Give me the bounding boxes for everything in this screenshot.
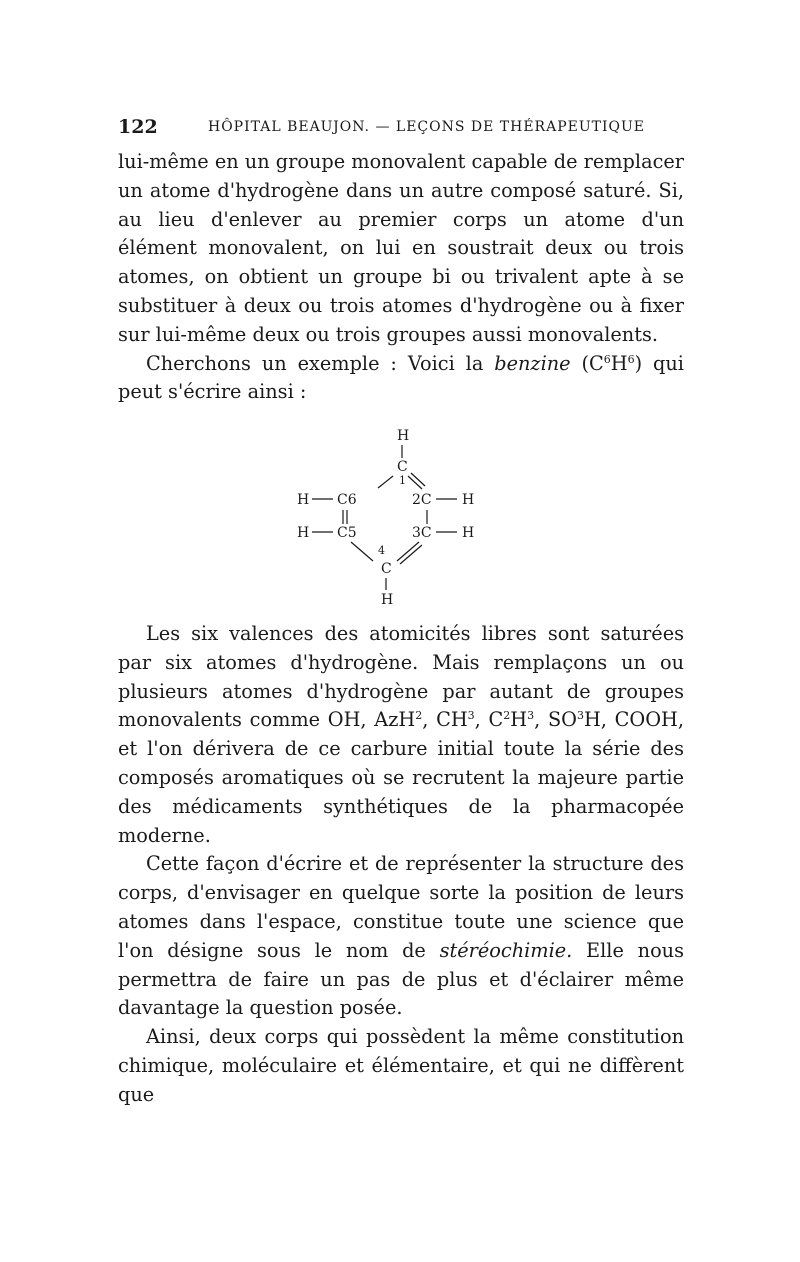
formula-label-1: 1: [399, 474, 406, 487]
bond-c5-c4: [351, 542, 373, 561]
term-stereochimie: stéréochimie.: [439, 938, 573, 962]
sup-so: 3: [576, 709, 584, 723]
paragraph-3-ch: , CH: [422, 708, 468, 732]
term-benzine: benzine: [494, 351, 571, 375]
formula-h-left-5: H: [297, 525, 310, 541]
sup-ch: 3: [467, 709, 475, 723]
running-title: HÔPITAL BEAUJON. — LEÇONS DE THÉRAPEUTIQUE: [208, 119, 646, 135]
formula-h-count: 6: [627, 352, 635, 366]
benzene-diagram: [285, 418, 525, 608]
formula-c3: 3C: [412, 525, 432, 541]
paragraph-2-text: Cherchons un exemple : Voici la: [146, 351, 495, 375]
formula-c: (C: [581, 351, 604, 375]
formula-c1: C: [397, 459, 408, 475]
formula-h-left-1: H: [297, 492, 310, 508]
paragraph-3-end: H, COOH, et l'on dérivera de ce carbure initial toute la série des composés aromatiques où se recrutent la majeure partie des médicaments synthétiques de la pharmacopée moderne.: [118, 708, 684, 847]
benzine-formula: [582, 352, 635, 375]
formula-h-top: H: [397, 428, 410, 444]
formula-h: H: [610, 351, 628, 375]
paragraph-2: [118, 350, 684, 408]
page-number: 122: [118, 116, 158, 138]
paragraph-3-so: , SO: [534, 708, 577, 732]
formula-c4: C: [381, 561, 392, 577]
bond-c1-c6: [378, 476, 393, 488]
bond-c1-c2-b: [411, 473, 425, 486]
paragraph-1: lui-même en un groupe monovalent capable de remplacer un atome d'hydrogène dans un autre composé saturé. Si, au lieu d'enlever au premier corps un atome d'un élément monovalent, on lui en soustrait deux ou trois atomes, on obtient un groupe bi ou trivalent apte à se substituer à deux ou trois atomes d'hydrogène ou à fixer sur lui-même deux ou trois groupes aussi monovalents.: [118, 150, 684, 346]
text-block-top: [118, 148, 684, 407]
paragraph-3-text: Les six valences des atomicités libres sont saturées par six atomes d'hydrogène. Mais remplaçons un ou plusieurs atomes d'hydrogène par autant de groupes monovalents comme OH, AzH: [118, 622, 684, 732]
sup-azh: 2: [415, 709, 423, 723]
bond-c3-c4-a: [397, 542, 419, 561]
paragraph-4-text: Cette façon d'écrire et de représenter la structure des corps, d'envisager en quelque sorte la position de leurs atomes dans l'espace, constitue toute une science que l'on désigne sous le nom de: [118, 852, 684, 962]
sup-h: 3: [527, 709, 535, 723]
paragraph-3: [118, 620, 684, 850]
text-block-bottom: [118, 620, 684, 1110]
formula-h-bottom: H: [381, 592, 394, 608]
formula-c2: 2C: [412, 492, 432, 508]
bond-c1-c2-a: [408, 476, 422, 489]
paragraph-3-c: , C: [474, 708, 504, 732]
formula-h-right-2: H: [462, 492, 475, 508]
paragraph-4: [118, 850, 684, 1023]
formula-c6: C6: [337, 492, 357, 508]
formula-h-right-3: H: [462, 525, 475, 541]
paragraph-5: Ainsi, deux corps qui possèdent la même constitution chimique, moléculaire et élémentaire, et qui ne diffèrent que: [118, 1025, 684, 1106]
paragraph-2-end: ) qui peut s'écrire ainsi :: [118, 351, 684, 404]
paragraph-4-end: Elle nous permettra de faire un pas de plus et d'éclairer même davantage la question posée.: [118, 938, 684, 1020]
formula-label-4: 4: [378, 544, 385, 557]
sup-c: 2: [503, 709, 511, 723]
formula-c5: C5: [337, 525, 357, 541]
benzene-structural-formula: [285, 418, 525, 608]
paragraph-3-h: H: [510, 708, 528, 732]
bond-c3-c4-b: [400, 545, 422, 564]
formula-c-count: 6: [603, 352, 611, 366]
